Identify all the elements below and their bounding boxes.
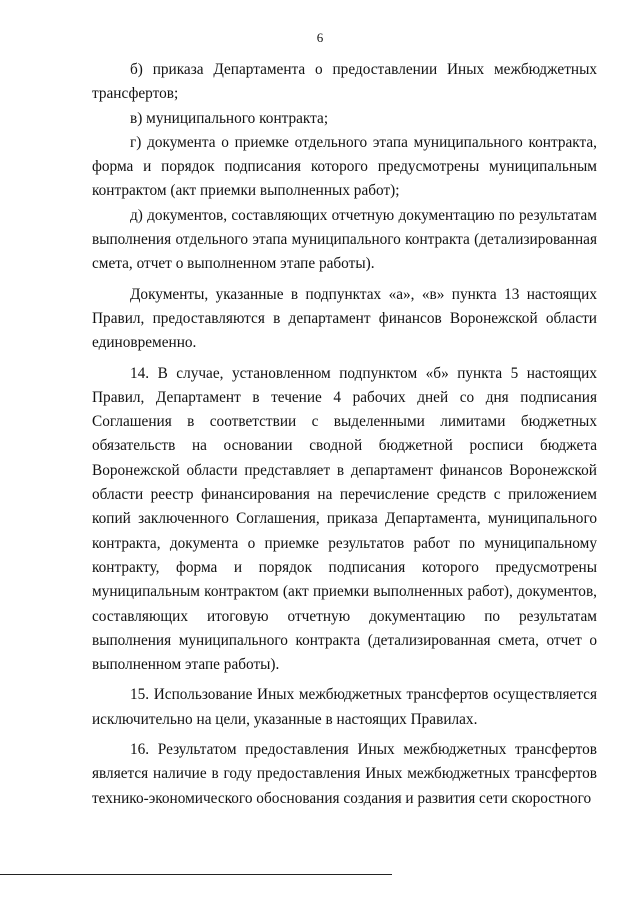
paragraph-16: 16. Результатом предоставления Иных межбюджетных трансфертов является наличие в году предоставления Иных межбюджетных трансфертов технико-экономического обоснования создания и развития сети скоростного [92, 741, 597, 807]
paragraph-g: г) документа о приемке отдельного этапа муниципального контракта, форма и порядок подписания которого предусмотрены муниципальным контрактом (акт приемки выполненных работ); [92, 133, 597, 200]
paragraph-v: в) муниципального контракта; [130, 109, 329, 127]
paragraph-b: б) приказа Департамента о предоставлении Иных межбюджетных трансфертов; [92, 61, 597, 103]
paragraph-documents: Документы, указанные в подпунктах «а», «в» пункта 13 настоящих Правил, предоставляются в департамент финансов Воронежской области единовременно. [92, 285, 597, 352]
paragraph-15: 15. Использование Иных межбюджетных трансфертов осуществляется исключительно на цели, указанные в настоящих Правилах. [92, 686, 597, 728]
page-number: 6 [316, 30, 324, 45]
document-body [92, 58, 597, 811]
bottom-divider [0, 874, 392, 875]
paragraph-14: 14. В случае, установленном подпунктом «б» пункта 5 настоящих Правил, Департамент в течение 4 рабочих дней со дня подписания Соглашения в соответствии с выделенными лимитами бюджетных обязательств на основании сводной бюджетной росписи бюджета Воронежской области представляет в департамент финансов Воронежской области реестр финансирования на перечисление средств с приложением копий заключенного Соглашения, приказа Департамента, муниципального контракта, документа о приемке результатов работ по муниципальному контракту, форма и порядок подписания которого предусмотрены муниципальным контрактом (акт приемки выполненных работ), документов, составляющих итоговую отчетную документацию по результатам выполнения муниципального контракта (детализированная смета, отчет о выполненном этапе работы). [92, 364, 597, 674]
paragraph-d: д) документов, составляющих отчетную документацию по результатам выполнения отдельного этапа муниципального контракта (детализированная смета, отчет о выполненном этапе работы). [92, 206, 597, 273]
